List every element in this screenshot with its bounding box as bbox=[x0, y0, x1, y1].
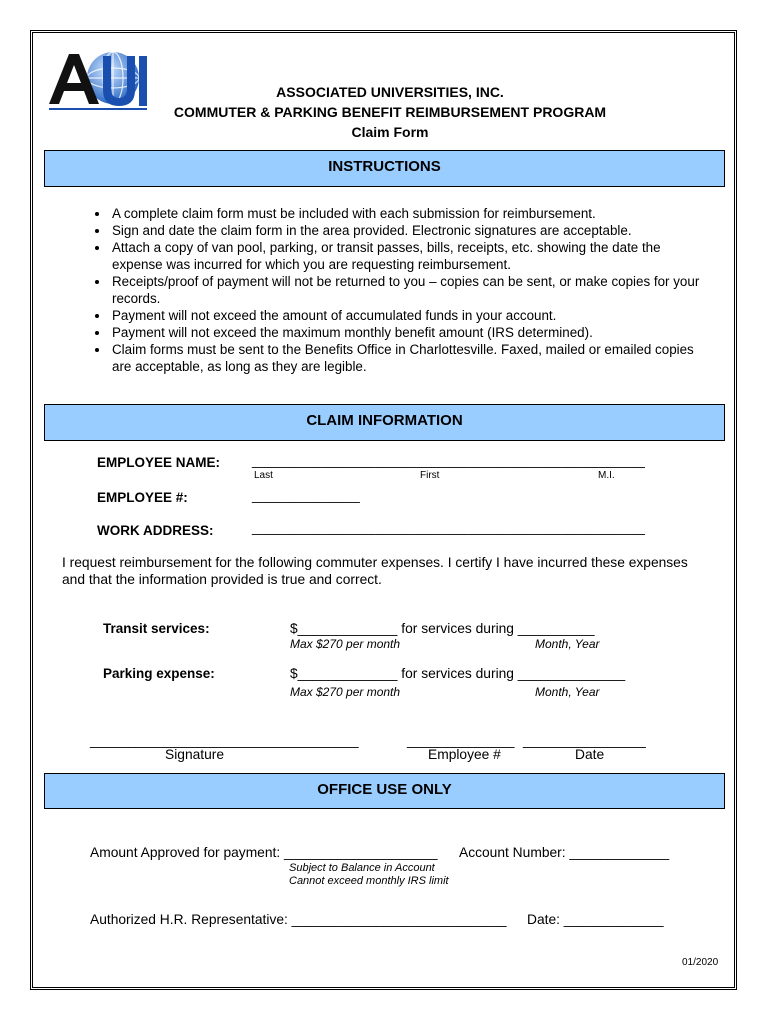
office-date-field[interactable]: Date: _____________ bbox=[527, 912, 664, 927]
amount-note-1: Subject to Balance in Account bbox=[289, 862, 435, 874]
org-name: ASSOCIATED UNIVERSITIES, INC. bbox=[276, 84, 504, 100]
account-number-field[interactable]: Account Number: _____________ bbox=[459, 845, 670, 860]
signature-field[interactable]: ___________________________________ bbox=[90, 733, 359, 748]
instructions-list bbox=[90, 205, 710, 375]
date-field[interactable]: ________________ bbox=[523, 733, 646, 748]
employee-number-field[interactable]: ______________ bbox=[252, 488, 360, 503]
form-version: 01/2020 bbox=[682, 957, 719, 968]
amount-note-2: Cannot exceed monthly IRS limit bbox=[289, 875, 449, 887]
transit-period-caption: Month, Year bbox=[535, 637, 600, 651]
work-address-field[interactable]: ___________________________________________________ bbox=[252, 520, 646, 535]
list-item: • Sign and date the claim form in the area provided. Electronic signatures are acceptable. bbox=[110, 222, 710, 239]
employee-name-field[interactable]: ___________________________________________________ bbox=[252, 453, 646, 468]
office-use-header bbox=[44, 773, 725, 809]
list-item: • Claim forms must be sent to the Benefits Office in Charlottesville. Faxed, mailed or emailed copies are acceptable, as long as they are legible. bbox=[110, 341, 710, 375]
amount-approved-field[interactable]: Amount Approved for payment: ____________________ bbox=[90, 845, 438, 860]
certify-line-1: I request reimbursement for the following commuter expenses. I certify I have incurred these expenses bbox=[62, 555, 688, 570]
middle-initial-caption: M.I. bbox=[598, 470, 615, 481]
hr-representative-field[interactable]: Authorized H.R. Representative: ____________________________ bbox=[90, 912, 507, 927]
employee-number-sign-field[interactable]: ______________ bbox=[407, 733, 515, 748]
list-item: • A complete claim form must be included with each submission for reimbursement. bbox=[110, 205, 710, 222]
list-item: • Payment will not exceed the maximum monthly benefit amount (IRS determined). bbox=[110, 324, 710, 341]
list-item: • Payment will not exceed the amount of accumulated funds in your account. bbox=[110, 307, 710, 324]
transit-max-note: Max $270 per month bbox=[290, 637, 401, 651]
parking-amount-field[interactable]: $_____________ for services during ______________ bbox=[290, 666, 626, 681]
claim-info-header bbox=[44, 404, 725, 441]
date-caption: Date bbox=[575, 747, 605, 762]
first-name-caption: First bbox=[420, 470, 440, 481]
parking-period-caption: Month, Year bbox=[535, 685, 600, 699]
list-item: • Receipts/proof of payment will not be returned to you – copies can be sent, or make copies for your records. bbox=[110, 273, 710, 307]
certify-line-2: and that the information provided is true and correct. bbox=[62, 572, 382, 587]
transit-label: Transit services: bbox=[103, 621, 210, 636]
office-use-title: OFFICE USE ONLY bbox=[317, 781, 452, 798]
employee-number-caption: Employee # bbox=[428, 747, 501, 762]
form-name: Claim Form bbox=[351, 124, 429, 140]
parking-max-note: Max $270 per month bbox=[290, 685, 401, 699]
parking-label: Parking expense: bbox=[103, 666, 215, 681]
instructions-title: INSTRUCTIONS bbox=[328, 158, 441, 175]
signature-caption: Signature bbox=[165, 747, 225, 762]
list-item: • Attach a copy of van pool, parking, or transit passes, bills, receipts, etc. showing the date the expense was incurred for which you are requesting reimbursement. bbox=[110, 239, 710, 273]
employee-number-label: EMPLOYEE #: bbox=[97, 490, 188, 505]
title-block bbox=[120, 82, 660, 142]
transit-amount-field[interactable]: $_____________ for services during __________ bbox=[290, 621, 595, 636]
claim-info-title: CLAIM INFORMATION bbox=[306, 412, 463, 429]
program-name: COMMUTER & PARKING BENEFIT REIMBURSEMENT PROGRAM bbox=[173, 104, 607, 120]
employee-name-label: EMPLOYEE NAME: bbox=[97, 455, 221, 470]
last-name-caption: Last bbox=[254, 470, 273, 481]
instructions-header bbox=[44, 150, 725, 187]
work-address-label: WORK ADDRESS: bbox=[97, 523, 214, 538]
